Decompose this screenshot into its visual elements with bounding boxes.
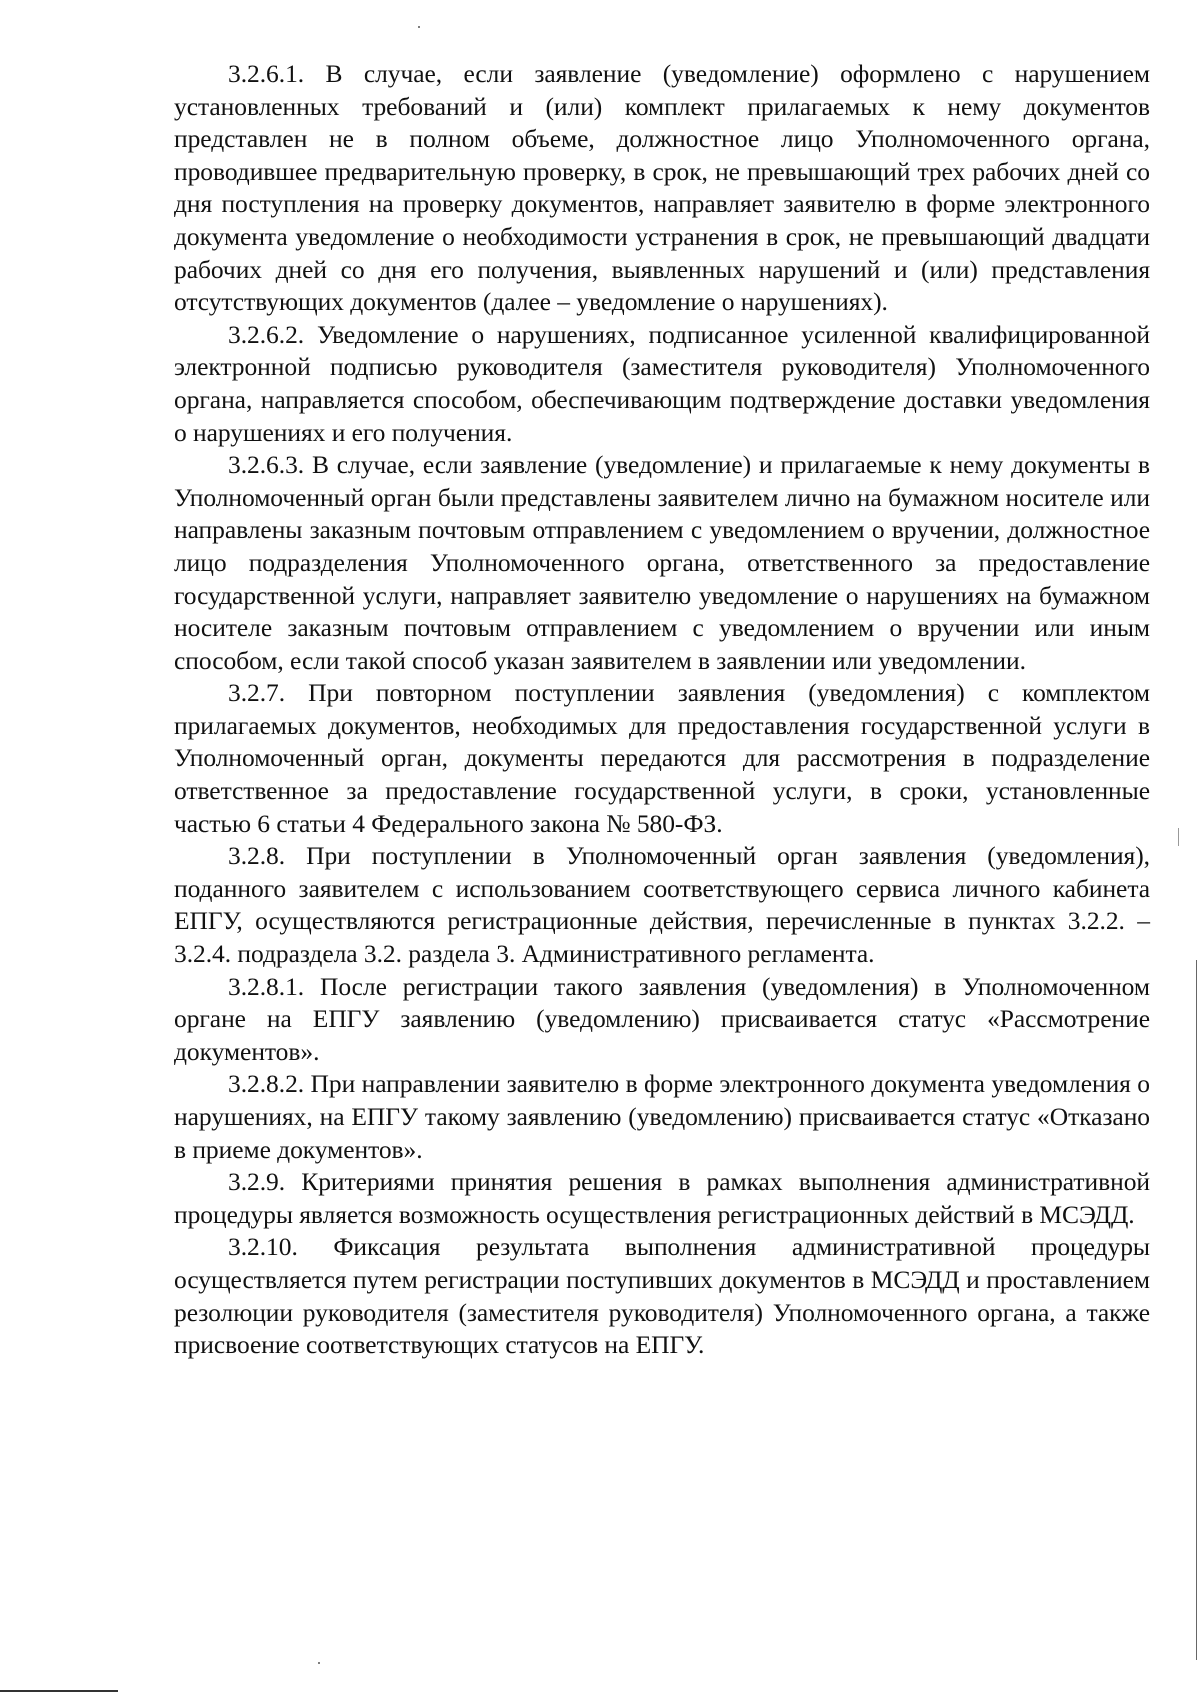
paragraph-3-2-10: 3.2.10. Фиксация результата выполнения административной процедуры осуществляется путем регистрации поступивших документов в МСЭДД и проставлением резолюции руководителя (заместителя руководителя) Уполномоченного органа, а также присвоение соответствующих статусов на ЕПГУ. [174, 1232, 1150, 1360]
document-body [174, 58, 1150, 1362]
paragraph-3-2-9: 3.2.9. Критериями принятия решения в рамках выполнения административной процедуры является возможность осуществления регистрационных действий в МСЭДД. [174, 1167, 1150, 1229]
scan-edge-line [1178, 828, 1179, 846]
paragraph-3-2-8-1: 3.2.8.1. После регистрации такого заявления (уведомления) в Уполномоченном органе на ЕПГУ заявлению (уведомлению) присваивается статус «Рассмотрение документов». [174, 971, 1150, 1066]
scan-speck [318, 1662, 320, 1664]
scan-edge-line [1196, 960, 1197, 1660]
paragraph-3-2-8: 3.2.8. При поступлении в Уполномоченный орган заявления (уведомления), поданного заявителем с использованием соответствующего сервиса личного кабинета ЕПГУ, осуществляются регистрационные действия, перечисленные в пунктах 3.2.2. – 3.2.4. подраздела 3.2. раздела 3. Административного регламента. [174, 841, 1150, 969]
paragraph-3-2-6-2: 3.2.6.2. Уведомление о нарушениях, подписанное усиленной квалифицированной электронной подписью руководителя (заместителя руководителя) Уполномоченного органа, направляется способом, обеспечивающим подтверждение доставки уведомления о нарушениях и его получения. [174, 319, 1150, 447]
paragraph-3-2-6-1: 3.2.6.1. В случае, если заявление (уведомление) оформлено с нарушением установленных требований и (или) комплект прилагаемых к нему документов представлен не в полном объеме, должностное лицо Уполномоченного органа, проводившее предварительную проверку, в срок, не превышающий трех рабочих дней со дня поступления на проверку документов, направляет заявителю в форме электронного документа уведомление о необходимости устранения в срок, не превышающий двадцати рабочих дней со дня его получения, выявленных нарушений и (или) представления отсутствующих документов (далее – уведомление о нарушениях). [174, 59, 1150, 317]
scan-edge-line [0, 1690, 118, 1692]
paragraph-3-2-6-3: 3.2.6.3. В случае, если заявление (уведомление) и прилагаемые к нему документы в Уполномоченный орган были представлены заявителем лично на бумажном носителе или направлены заказным почтовым отправлением с уведомлением о вручении, должностное лицо подразделения Уполномоченного органа, ответственного за предоставление государственной услуги, направляет заявителю уведомление о нарушениях на бумажном носителе заказным почтовым отправлением с уведомлением о вручении или иным способом, если такой способ указан заявителем в заявлении или уведомлении. [174, 450, 1150, 675]
scan-speck [418, 26, 420, 28]
paragraph-3-2-8-2: 3.2.8.2. При направлении заявителю в форме электронного документа уведомления о нарушениях, на ЕПГУ такому заявлению (уведомлению) присваивается статус «Отказано в приеме документов». [174, 1069, 1150, 1164]
paragraph-3-2-7: 3.2.7. При повторном поступлении заявления (уведомления) с комплектом прилагаемых документов, необходимых для предоставления государственной услуги в Уполномоченный орган, документы передаются для рассмотрения в подразделение ответственное за предоставление государственной услуги, в сроки, установленные частью 6 статьи 4 Федерального закона № 580-ФЗ. [174, 678, 1150, 838]
